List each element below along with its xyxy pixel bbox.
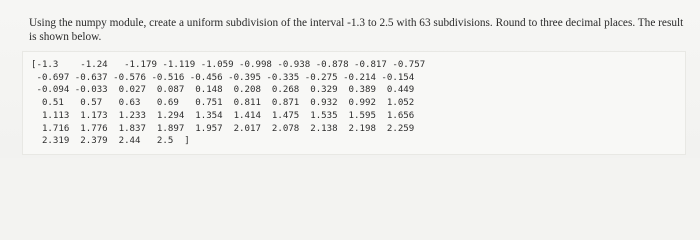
- output-line: 1.113 1.173 1.233 1.294 1.354 1.414 1.475 1.535 1.595 1.656: [31, 110, 415, 121]
- output-line: 2.319 2.379 2.44 2.5 ]: [31, 136, 190, 147]
- output-line: 0.51 0.57 0.63 0.69 0.751 0.811 0.871 0.932 0.992 1.052: [31, 98, 415, 109]
- output-line: 1.716 1.776 1.837 1.897 1.957 2.017 2.078 2.138 2.198 2.259: [31, 123, 415, 134]
- output-line: -0.094 -0.033 0.027 0.087 0.148 0.208 0.268 0.329 0.389 0.449: [31, 85, 415, 96]
- array-output: [31, 59, 425, 148]
- output-line: [-1.3 -1.24 -1.179 -1.119 -1.059 -0.998 -0.938 -0.878 -0.817 -0.757: [31, 60, 426, 70]
- output-line: -0.697 -0.637 -0.576 -0.516 -0.456 -0.395 -0.335 -0.275 -0.214 -0.154: [31, 72, 415, 83]
- question-text: Using the numpy module, create a uniform subdivision of the interval -1.3 to 2.5 with 63 subdivisions. Round to three decimal places. The result is shown below.: [29, 17, 684, 43]
